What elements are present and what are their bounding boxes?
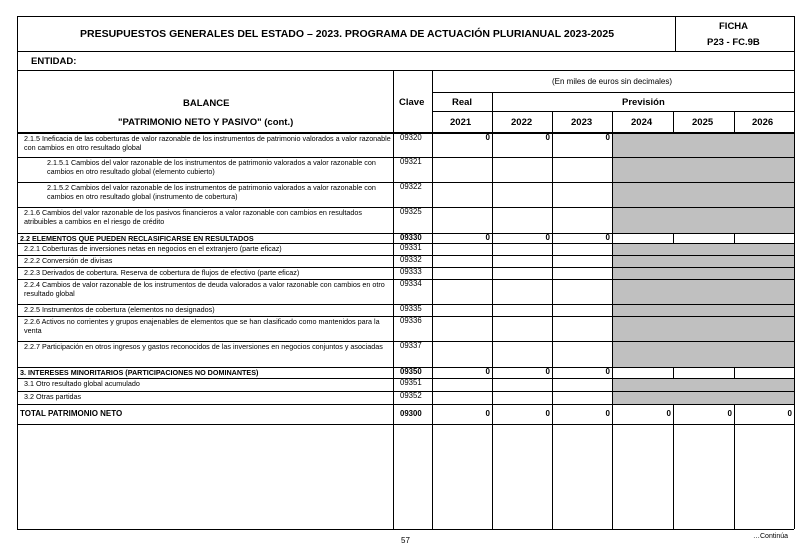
row-value-2022: 0 (545, 133, 550, 142)
total-bottom-line (17, 424, 794, 425)
col-line-label (393, 70, 394, 529)
row-value-2023: 0 (605, 133, 610, 142)
row-label: 2.2.7 Participación en otros ingresos y gastos reconocidos de las inversiones en negocios conjuntos y asociadas (24, 342, 383, 351)
row-label: 2.2.1 Coberturas de inversiones netas en negocios en el extranjero (parte eficaz) (24, 244, 282, 253)
year-2022: 2022 (511, 117, 533, 128)
row-clave: 09336 (400, 316, 422, 325)
shaded-cells-block-1 (613, 133, 794, 233)
row-label: 3.2 Otras partidas (24, 392, 82, 401)
balance-subtitle: "PATRIMONIO NETO Y PASIVO" (cont.) (118, 117, 294, 128)
col-line-clave (432, 70, 433, 529)
row-value-2021: 0 (485, 367, 490, 376)
row-label: 2.2.6 Activos no corrientes y grupos enajenables de elementos que se han clasificado como mantenidos para la venta (24, 317, 380, 335)
row-value-2022: 0 (545, 367, 550, 376)
row-clave: 09333 (400, 267, 422, 276)
row-label: 2.2 ELEMENTOS QUE PUEDEN RECLASIFICARSE EN RESULTADOS (20, 234, 254, 243)
row-label: 3.1 Otro resultado global acumulado (24, 379, 140, 388)
row-label: 2.1.5.2 Cambios del valor razonable de los instrumentos de patrimonio valorados a valor razonable con cambios en otro resultado global (instrumento de cobertura) (47, 183, 376, 201)
shaded-cells-block-2 (613, 243, 794, 367)
row-clave: 09325 (400, 207, 422, 216)
row-value-2023: 0 (605, 409, 610, 418)
border-left (17, 16, 18, 529)
row-clave: 09335 (400, 304, 422, 313)
year-2023: 2023 (571, 117, 593, 128)
row-clave: 09320 (400, 133, 422, 142)
border-top (17, 16, 794, 17)
row-separator (17, 404, 794, 405)
row-clave: 09334 (400, 279, 422, 288)
row-value-2023: 0 (605, 367, 610, 376)
page-title: PRESUPUESTOS GENERALES DEL ESTADO – 2023. PROGRAMA DE ACTUACIÓN PLURIANUAL 2023-2025 (80, 28, 615, 40)
row-clave: 09321 (400, 157, 422, 166)
row-value-2022: 0 (545, 409, 550, 418)
year-2025: 2025 (692, 117, 714, 128)
row-label: 2.2.2 Conversión de divisas (24, 256, 113, 265)
row-label: 2.1.5.1 Cambios del valor razonable de los instrumentos de patrimonio valorados a valor razonable con cambios en otro resultado global (elemento cubierto) (47, 158, 376, 176)
row-label: 2.1.5 Ineficacia de las coberturas de valor razonable de los instrumentos de patrimonio valorados a valor razonable con cambios en otro resultado global (24, 134, 391, 152)
real-header: Real (452, 97, 473, 108)
row-clave: 09350 (400, 367, 422, 376)
year-2026: 2026 (752, 117, 774, 128)
row-label: 2.2.5 Instrumentos de cobertura (elementos no designados) (24, 305, 215, 314)
row-value-2021: 0 (485, 133, 490, 142)
table-bottom-border (17, 529, 794, 530)
units-line (432, 92, 794, 93)
row-clave: 09352 (400, 391, 422, 400)
border-below-title (17, 51, 794, 52)
row-clave: 09322 (400, 182, 422, 191)
row-label: 2.2.4 Cambios de valor razonable de los instrumentos de deuda valorados a valor razonable con cambios en otro resultado global (24, 280, 385, 298)
row-value-2024: 0 (666, 409, 671, 418)
row-label: 2.1.6 Cambios del valor razonable de los pasivos financieros a valor razonable con cambios en resultados atribuibles a cambios en el riesgo de crédito (24, 208, 363, 226)
row-value-2022: 0 (545, 233, 550, 242)
prevision-header: Previsión (622, 97, 665, 108)
entidad-label: ENTIDAD: (31, 56, 77, 67)
row-value-2021: 0 (485, 409, 490, 418)
continua-note: …Continúa (753, 533, 789, 540)
row-value-2023: 0 (605, 233, 610, 242)
border-below-entidad (17, 70, 794, 71)
clave-header: Clave (399, 97, 425, 108)
year-2021: 2021 (450, 117, 472, 128)
row-clave: 09331 (400, 243, 422, 252)
row-clave: 09332 (400, 255, 422, 264)
row-clave: 09351 (400, 378, 422, 387)
row-label: 3. INTERESES MINORITARIOS (PARTICIPACIONES NO DOMINANTES) (20, 368, 259, 377)
real-prevision-line (432, 111, 794, 112)
ficha-divider (675, 16, 676, 51)
row-clave: 09337 (400, 341, 422, 350)
row-clave: 09300 (400, 409, 422, 418)
units-note: (En miles de euros sin decimales) (552, 77, 673, 86)
row-value-2026: 0 (787, 409, 792, 418)
border-right (794, 16, 795, 529)
row-value-2021: 0 (485, 233, 490, 242)
col-line-2022 (552, 111, 553, 529)
row-label: TOTAL PATRIMONIO NETO (20, 409, 123, 418)
balance-label: BALANCE (183, 98, 230, 109)
row-clave: 09330 (400, 233, 422, 242)
ficha-label: FICHA (719, 21, 749, 32)
ficha-code: P23 - FC.9B (707, 37, 760, 48)
row-value-2025: 0 (727, 409, 732, 418)
page-number: 57 (401, 536, 410, 545)
year-2024: 2024 (631, 117, 653, 128)
row-label: 2.2.3 Derivados de cobertura. Reserva de cobertura de flujos de efectivo (parte eficaz) (24, 268, 300, 277)
